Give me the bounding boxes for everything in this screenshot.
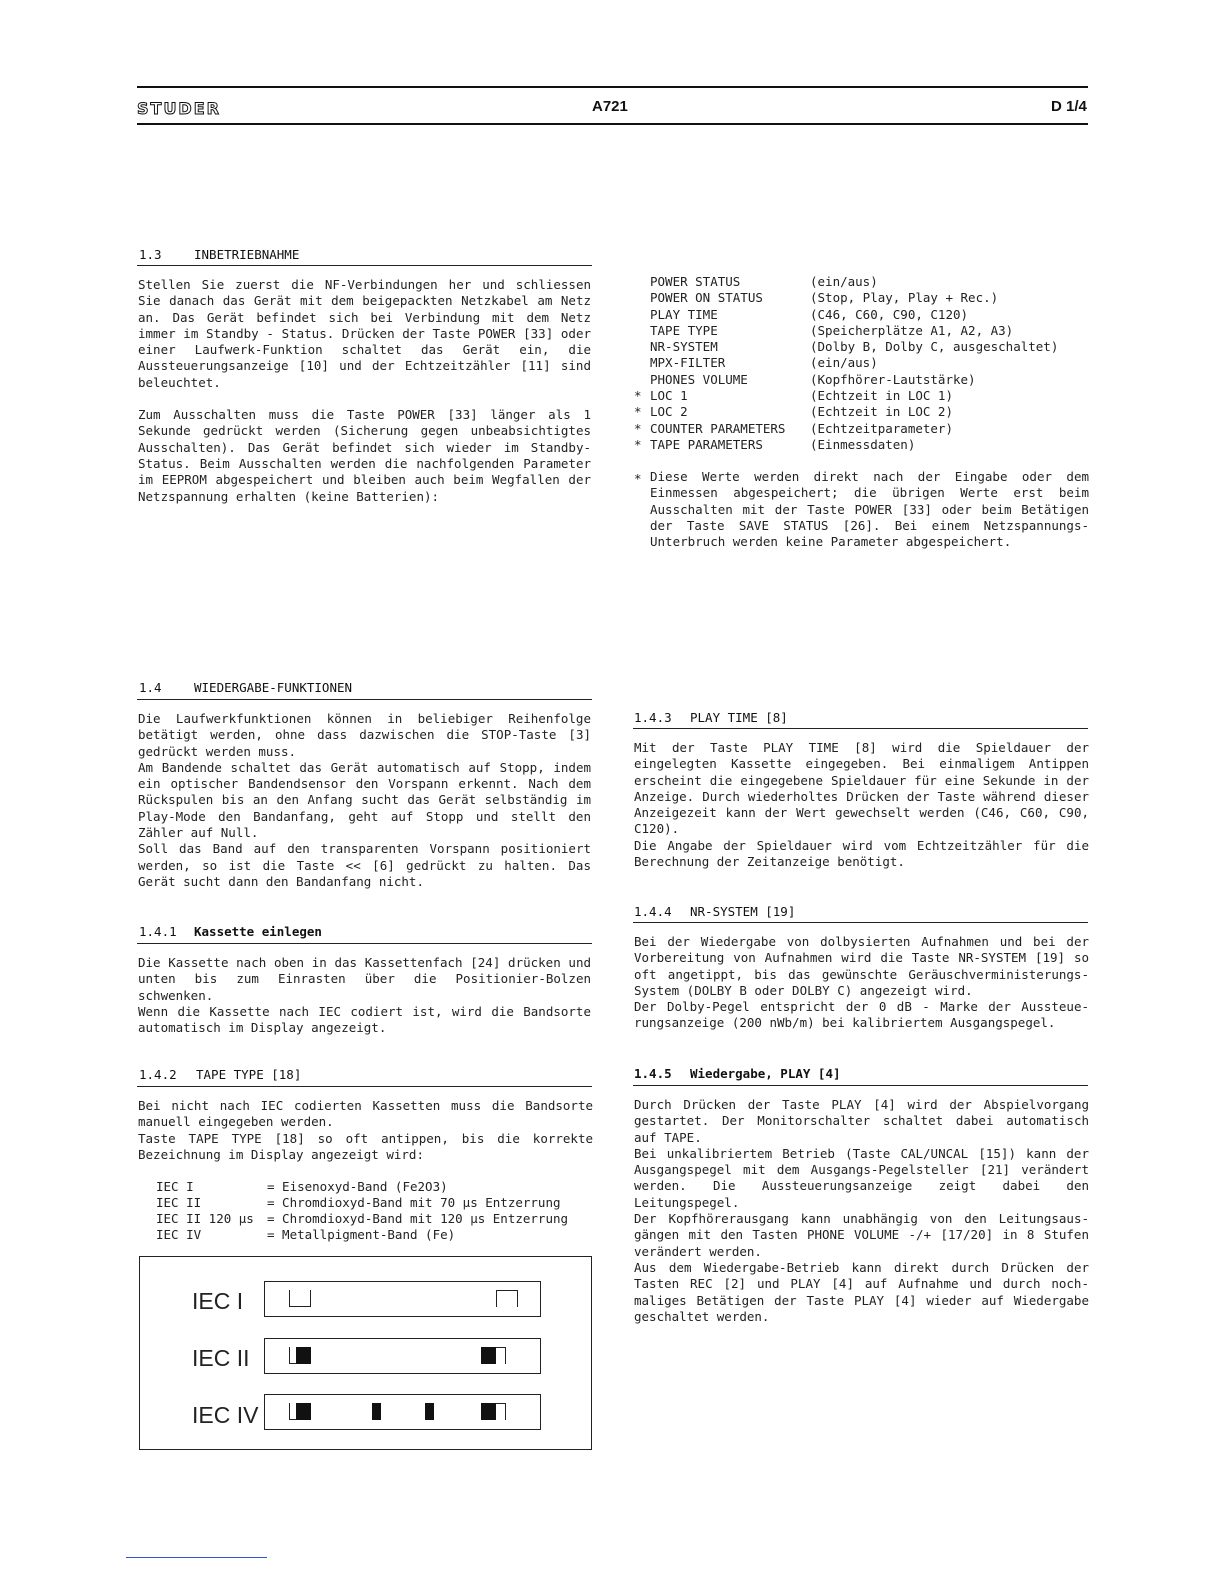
- parameter-note: Diese Werte werden direkt nach der Eingabe oder dem Einmessen abgespeichert; die übrigen Werte erst beim Ausschalten mit der Taste POWER [33] oder beim Betätigen der Taste SAVE STATUS [26]. Bei einem Netzspannungs-Unterbruch werden keine Parameter abgespeichert.: [650, 469, 1089, 550]
- notch-right: [496, 1403, 506, 1420]
- parameter-value: (Echtzeit in LOC 2): [810, 404, 953, 420]
- parameter-list: [634, 274, 1058, 453]
- section-title: NR-SYSTEM [19]: [690, 904, 796, 919]
- star-marker: [634, 290, 650, 306]
- star-marker: [634, 307, 650, 323]
- parameter-row: [634, 323, 1058, 339]
- parameter-value: (Dolby B, Dolby C, ausgeschaltet): [810, 339, 1059, 355]
- paragraph-text: Die Angabe der Spieldauer wird vom Echtzeitzähler für die Berechnung der Zeitanzeige benötigt.: [634, 837, 1089, 870]
- section-number: 1.4.2: [139, 1067, 177, 1082]
- parameter-value: (ein/aus): [810, 355, 878, 371]
- iec-code: IEC IV: [156, 1227, 202, 1242]
- iec-type-list: [156, 1179, 568, 1243]
- parameter-name: MPX-FILTER: [650, 355, 726, 371]
- paragraph: [138, 955, 591, 1036]
- parameter-row: [634, 307, 1058, 323]
- star-marker: [634, 355, 650, 371]
- parameter-value: (Kopfhörer-Lautstärke): [810, 371, 976, 387]
- iec-description: = Chromdioxyd-Band mit 70 µs Entzerrung: [267, 1195, 561, 1210]
- section-title: TAPE TYPE [18]: [196, 1067, 302, 1082]
- parameter-name: POWER STATUS: [650, 274, 741, 289]
- coding-hole: [425, 1403, 434, 1420]
- parameter-value: (Stop, Play, Play + Rec.): [810, 290, 999, 306]
- paragraph-text: Stellen Sie zuerst die NF-Verbindungen her und schliessen Sie danach das Gerät mit dem beigepackten Netzkabel am Netz an. Das Gerät befindet sich bei Verbindung mit dem Netz immer im Standby - Status. Drücken der Taste POWER [33] oder einer Laufwerk-Funktion schaltet das Gerät ein, die Aussteuerungsanzeige [10] und der Echtzeitzähler [11] sind beleuchtet.: [138, 277, 591, 390]
- star-marker: [634, 372, 650, 388]
- coding-hole: [481, 1347, 496, 1364]
- section-title: INBETRIEBNAHME: [194, 247, 300, 262]
- parameter-name: LOC 2: [650, 404, 688, 420]
- paragraph: [138, 1098, 593, 1163]
- section-title: WIEDERGABE-FUNKTIONEN: [194, 680, 353, 695]
- coding-hole: [481, 1403, 496, 1420]
- parameter-name: TAPE TYPE: [650, 322, 718, 338]
- section-number: 1.4.5: [634, 1066, 672, 1081]
- star-marker: *: [634, 436, 642, 452]
- iec-description: = Metallpigment-Band (Fe): [267, 1227, 456, 1242]
- coding-hole: [296, 1347, 311, 1364]
- section-number: 1.3: [139, 247, 162, 262]
- paragraph-text: Aus dem Wiedergabe-Betrieb kann direkt durch Drücken der Tasten REC [2] und PLAY [4] auf Aufnahme und durch nochmaliges Betätigen der Taste PLAY [4] wieder auf Wiedergabe geschaltet werden.: [634, 1259, 1089, 1324]
- figure-label-iec-ii: IEC II: [192, 1345, 250, 1371]
- parameter-value: (Speicherplätze A1, A2, A3): [810, 322, 1014, 338]
- figure-label-iec-i: IEC I: [192, 1288, 244, 1314]
- parameter-row: [634, 372, 1058, 388]
- star-marker: [634, 323, 650, 339]
- notch-right: [496, 1347, 506, 1364]
- note-star: *: [634, 471, 642, 486]
- parameter-row: [634, 290, 1058, 306]
- model-name: A721: [592, 98, 628, 115]
- figure-label-iec-iv: IEC IV: [192, 1402, 259, 1428]
- star-marker: *: [634, 420, 642, 436]
- parameter-row: [634, 437, 1058, 453]
- parameter-name: NR-SYSTEM: [650, 339, 718, 355]
- section-underline: [137, 943, 592, 944]
- parameter-name: TAPE PARAMETERS: [650, 436, 763, 452]
- iec-code: IEC II 120 µs: [156, 1211, 254, 1226]
- parameter-row: [634, 339, 1058, 355]
- section-number: 1.4.1: [139, 924, 177, 939]
- header-top-rule: [137, 86, 1088, 88]
- paragraph-text: Bei nicht nach IEC codierten Kassetten muss die Bandsorte manuell eingegeben werden.: [138, 1098, 593, 1130]
- parameter-value: (Echtzeit in LOC 1): [810, 388, 953, 404]
- coding-hole: [372, 1403, 381, 1420]
- header-bottom-rule: [137, 123, 1088, 125]
- paragraph-text: Wenn die Kassette nach IEC codiert ist, wird die Bandsorte automatisch im Display angezeigt.: [138, 1003, 591, 1036]
- notch-right: [496, 1290, 518, 1307]
- section-underline: [633, 728, 1088, 729]
- paragraph-text: Die Kassette nach oben in das Kassettenfach [24] drücken und unten bis zum Einrasten über die Positionier-Bolzen schwenken.: [138, 955, 591, 1003]
- coding-hole: [296, 1403, 311, 1420]
- paragraph-text: Mit der Taste PLAY TIME [8] wird die Spieldauer der eingelegten Kassette eingegeben. Bei einmaligem Antippen erscheint die eingegebene Spieldauer für eine Sekunde in der Anzeige. Durch wiederholtes Drücken der Taste während dieser Anzeigezeit kann der Wert gewechselt werden (C46, C60, C90, C120).: [634, 740, 1089, 837]
- parameter-row: [634, 421, 1058, 437]
- iec-code: IEC I: [156, 1179, 194, 1194]
- paragraph: [634, 740, 1089, 870]
- studer-logo: STUDER: [137, 99, 221, 118]
- iec-row: [156, 1195, 568, 1211]
- star-marker: *: [634, 404, 642, 420]
- parameter-name: POWER ON STATUS: [650, 290, 763, 306]
- iec-code: IEC II: [156, 1195, 202, 1210]
- paragraph-text: Die Laufwerkfunktionen können in beliebiger Reihenfolge betätigt werden, ohne dass dazwischen die STOP-Taste [3] gedrückt werden muss.: [138, 711, 591, 759]
- paragraph-text: Am Bandende schaltet das Gerät automatisch auf Stopp, indem ein optischer Bandendsensor den Vorspann erkennt. Nach dem Rückspulen bis an den Anfang sucht das Gerät selbständig im Play-Mode den Bandanfang, geht auf Stopp und stellt den Zähler auf Null.: [138, 759, 591, 841]
- iec-row: [156, 1211, 568, 1227]
- page-number: D 1/4: [1051, 98, 1087, 115]
- paragraph: [634, 1097, 1089, 1325]
- section-underline: [137, 265, 592, 266]
- parameter-name: PLAY TIME: [650, 306, 718, 322]
- parameter-row: [634, 404, 1058, 420]
- parameter-value: (Echtzeitparameter): [810, 420, 953, 436]
- cassette-coding-figure: [139, 1256, 592, 1450]
- footer-link-line: [126, 1557, 267, 1558]
- paragraph-text: Zum Ausschalten muss die Taste POWER [33] länger als 1 Sekunde gedrückt werden (Sicherung gegen unbeabsichtigtes Ausschalten). Das Gerät befindet sich wieder im Standby-Status. Beim Ausschalten werden die nachfolgenden Parameter im EEPROM abgespeichert und bleiben auch beim Wegfallen der Netzspannung erhalten (keine Batterien):: [138, 407, 591, 504]
- paragraph-text: Der Dolby-Pegel entspricht der 0 dB - Marke der Aussteuerungsanzeige (200 nWb/m) bei kalibriertem Ausgangspegel.: [634, 999, 1089, 1031]
- parameter-value: (Einmessdaten): [810, 436, 916, 452]
- cassette-edge-iec-i: [264, 1281, 541, 1317]
- section-number: 1.4.3: [634, 710, 672, 725]
- paragraph-text: Bei der Wiedergabe von dolbysierten Aufnahmen und bei der Vorbereitung von Aufnahmen wird die Taste NR-SYSTEM [19] so oft angetippt, bis das gewünschte Geräuschverministerungs-System (DOLBY B oder DOLBY C) angezeigt wird.: [634, 934, 1089, 998]
- iec-description: = Eisenoxyd-Band (Fe2O3): [267, 1179, 448, 1194]
- parameter-row: [634, 388, 1058, 404]
- parameter-value: (ein/aus): [810, 274, 878, 289]
- star-marker: [634, 339, 650, 355]
- paragraph: [138, 711, 591, 890]
- parameter-name: LOC 1: [650, 388, 688, 404]
- cassette-edge-iec-iv: [264, 1394, 541, 1430]
- star-marker: *: [634, 388, 642, 404]
- cassette-edge-iec-ii: [264, 1338, 541, 1374]
- paragraph: [138, 277, 591, 505]
- iec-row: [156, 1227, 568, 1243]
- section-underline: [137, 1086, 592, 1087]
- paragraph-text: Durch Drücken der Taste PLAY [4] wird der Abspielvorgang gestartet. Der Monitorschalter schaltet dabei automatisch auf TAPE.: [634, 1097, 1089, 1145]
- iec-row: [156, 1179, 568, 1195]
- section-title: Kassette einlegen: [194, 924, 322, 939]
- parameter-name: PHONES VOLUME: [650, 371, 748, 387]
- section-title: PLAY TIME [8]: [690, 710, 788, 725]
- notch-left: [289, 1290, 311, 1307]
- section-number: 1.4.4: [634, 904, 672, 919]
- paragraph-text: Taste TAPE TYPE [18] so oft antippen, bis die korrekte Bezeichnung im Display angezeigt wird:: [138, 1130, 593, 1162]
- parameter-row: [634, 274, 1058, 290]
- section-number: 1.4: [139, 680, 162, 695]
- paragraph: [634, 934, 1089, 1032]
- section-title: Wiedergabe, PLAY [4]: [690, 1066, 841, 1081]
- star-marker: [634, 274, 650, 290]
- paragraph-text: Der Kopfhörerausgang kann unabhängig von den Leitungsausgängen mit den Tasten PHONE VOLUME -/+ [17/20] in 8 Stufen verändert werden.: [634, 1211, 1089, 1259]
- section-underline: [137, 699, 592, 700]
- parameter-value: (C46, C60, C90, C120): [810, 306, 969, 322]
- paragraph-text: Bei unkalibriertem Betrieb (Taste CAL/UNCAL [15]) kann der Ausgangspegel mit dem Ausgangs-Pegelsteller [21] verändert werden. Die Aussteuerungsanzeige zeigt dabei den Leitungspegel.: [634, 1145, 1089, 1210]
- paragraph-text: Soll das Band auf den transparenten Vorspann positioniert werden, so ist die Taste << [6] gedrückt zu halten. Das Gerät sucht dann den Bandanfang nicht.: [138, 841, 591, 889]
- section-underline: [633, 1085, 1088, 1086]
- section-underline: [633, 922, 1088, 923]
- parameter-row: [634, 355, 1058, 371]
- iec-description: = Chromdioxyd-Band mit 120 µs Entzerrung: [267, 1211, 569, 1226]
- parameter-name: COUNTER PARAMETERS: [650, 420, 786, 436]
